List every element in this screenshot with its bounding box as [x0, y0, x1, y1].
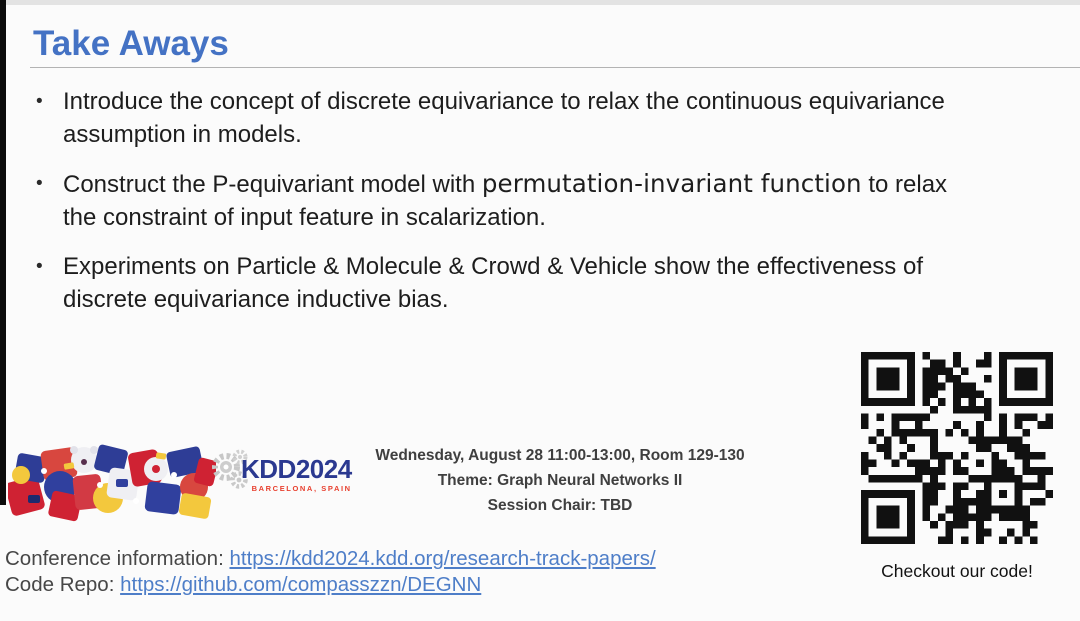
bullet-text-2-emphasis: permutation-invariant function	[481, 169, 862, 198]
page-title: Take Aways	[33, 24, 229, 63]
conference-info-line	[5, 546, 656, 572]
bullet-list	[36, 85, 988, 332]
session-info	[330, 443, 790, 518]
bullet-text-2	[63, 167, 971, 234]
session-datetime: Wednesday, August 28 11:00-13:00, Room 129-130	[375, 447, 745, 464]
kdd-collage-artwork	[8, 441, 216, 524]
session-theme: Theme: Graph Neural Networks II	[437, 472, 683, 489]
session-chair: Session Chair: TBD	[487, 497, 633, 514]
bullet-text-2-pre: Construct the P-equivariant model with	[63, 171, 482, 198]
code-repo-line	[5, 572, 656, 598]
bullet-text-3: Experiments on Particle & Molecule & Crowd & Vehicle show the effectiveness of discrete equivariance inductive bias.	[63, 253, 923, 313]
top-border-strip	[0, 0, 1080, 5]
bullet-dot-icon	[36, 85, 63, 151]
qr-section	[861, 350, 1053, 582]
kdd2024-wordmark: KDD2024	[241, 453, 352, 484]
title-underline	[30, 67, 1080, 68]
left-edge-bar	[0, 0, 6, 505]
code-repo-link[interactable]: https://github.com/compasszzn/DEGNN	[120, 573, 482, 596]
conference-info-label: Conference information:	[5, 547, 230, 570]
bullet-item-3	[36, 250, 988, 316]
bullet-dot-icon	[36, 250, 63, 316]
bullet-text-2-post: to relax the constraint of input feature in scalarization.	[63, 171, 948, 231]
conference-info-link[interactable]: https://kdd2024.kdd.org/research-track-papers/	[229, 547, 656, 570]
bullet-text-1: Introduce the concept of discrete equivariance to relax the continuous equivariance assumption in models.	[63, 88, 945, 148]
qr-code	[861, 350, 1053, 546]
bullet-item-2	[36, 167, 988, 234]
links-block	[5, 546, 656, 598]
qr-caption: Checkout our code!	[881, 561, 1033, 581]
code-repo-label: Code Repo:	[5, 573, 121, 596]
kdd2024-location: BARCELONA, SPAIN	[251, 483, 352, 493]
bullet-dot-icon	[36, 167, 63, 234]
bullet-item-1	[36, 85, 988, 151]
